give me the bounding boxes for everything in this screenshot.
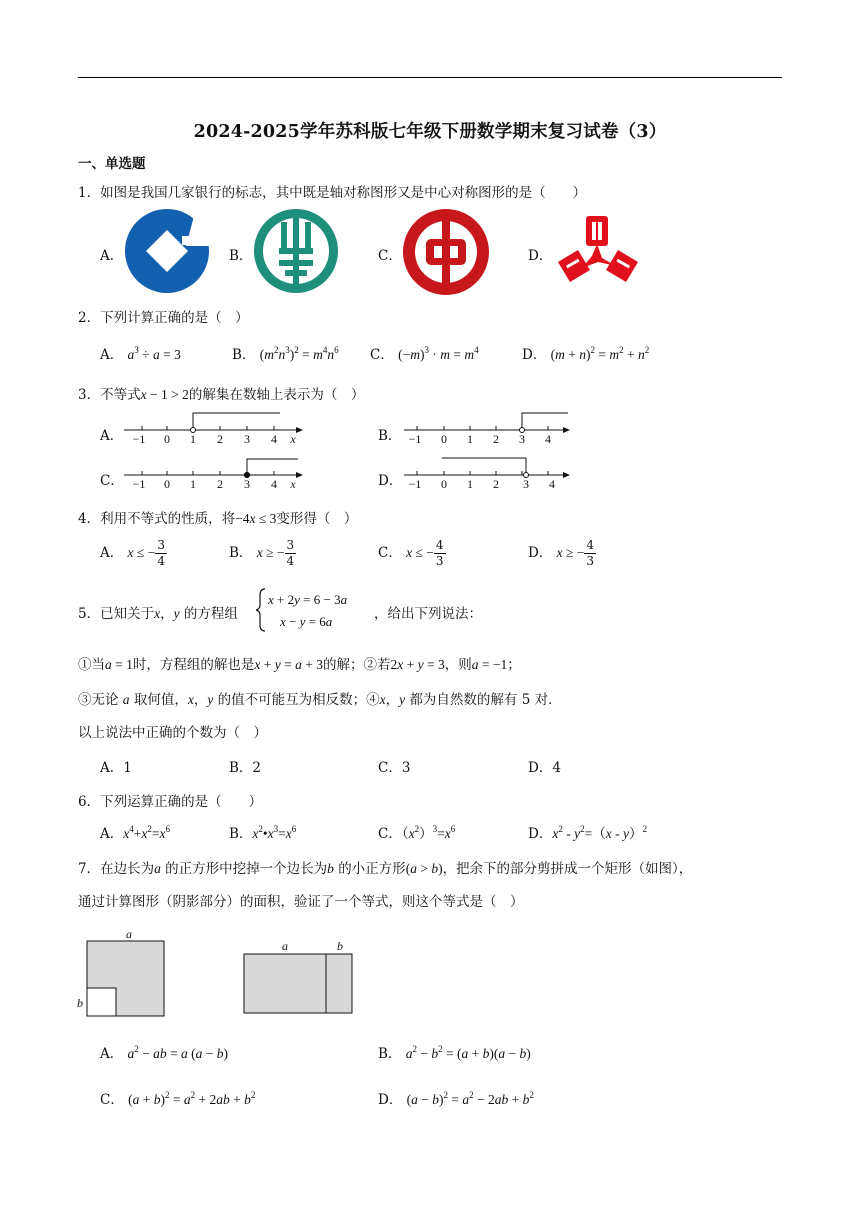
svg-text:4: 4	[271, 432, 277, 446]
question-2-stem: 2．下列计算正确的是（ ）	[78, 310, 249, 326]
boc-bank-logo	[402, 208, 490, 296]
q7-square-figure	[74, 928, 170, 1020]
svg-text:x: x	[290, 432, 296, 446]
q3-number-line-d	[402, 455, 578, 491]
q1-option-a-label: A．	[100, 248, 124, 264]
bankcomm-logo	[556, 214, 640, 286]
q3-option-d-label: D．	[378, 473, 403, 489]
svg-text:4: 4	[271, 477, 277, 491]
svg-text:−1: −1	[132, 477, 146, 491]
svg-text:2: 2	[493, 432, 499, 446]
question-7-stem-line-1: 7．在边长为a 的正方形中挖掉一个边长为b 的小正方形(a > b)，把余下的部分剪拼成一个矩形（如图），	[78, 861, 693, 877]
q4-option-c: C． x ≤ − $\frac{4}{3}$	[378, 538, 444, 568]
q2-option-d: D． $(m + n)^2 = m^2 + n^2$	[522, 345, 650, 363]
q3-option-a-label: A．	[100, 428, 124, 444]
q3-number-line-a	[122, 410, 308, 446]
q5-statements-line-1: ①当a = 1时，方程组的解也是x + y = a + 3的解；②若2x + y = 3，则a = −1；	[78, 657, 521, 673]
q3-option-b-label: B．	[378, 428, 402, 444]
ccb-bank-logo	[124, 206, 212, 294]
q7-option-b: B． $a^2 - b^2 = (a + b)(a - b)$	[378, 1044, 531, 1062]
question-1-stem: 1．如图是我国几家银行的标志，其中既是轴对称图形又是中心对称图形的是（ ）	[78, 185, 587, 201]
svg-text:0: 0	[441, 477, 447, 491]
question-5-stem-end: ，给出下列说法：	[374, 606, 482, 622]
q7-option-d: D． $(a - b)^2 = a^2 - 2ab + b^2$	[378, 1090, 534, 1108]
q7-option-c: C． $(a + b)^2 = a^2 + 2ab + b^2$	[100, 1090, 256, 1108]
section-heading: 一、单选题	[78, 156, 146, 172]
q5-option-a: A．1	[100, 760, 132, 776]
svg-text:3: 3	[523, 477, 529, 491]
svg-text:a: a	[282, 939, 288, 953]
svg-text:x − y = 6a: x − y = 6a	[280, 614, 333, 629]
question-7-stem-line-2: 通过计算图形（阴影部分）的面积，验证了一个等式，则这个等式是（ ）	[78, 894, 524, 910]
q5-option-b: B．2	[229, 760, 262, 776]
svg-text:3: 3	[244, 432, 250, 446]
q5-equation-system	[256, 587, 372, 633]
question-4-stem: 4．利用不等式的性质，将−4x ≤ 3变形得（ ）	[78, 511, 358, 527]
svg-text:a: a	[126, 928, 132, 941]
q7-rectangle-figure	[240, 938, 356, 1016]
svg-text:1: 1	[190, 477, 196, 491]
svg-text:2: 2	[217, 432, 223, 446]
svg-text:−1: −1	[132, 432, 146, 446]
svg-text:x + 2y = 6 − 3a: x + 2y = 6 − 3a	[268, 592, 348, 607]
q5-statements-line-2: ③无论 a 取何值，x，y 的值不可能互为相反数；④x，y 都为自然数的解有 5 对．	[78, 692, 562, 708]
question-5-stem: 5．已知关于x，y 的方程组	[78, 606, 238, 622]
q6-option-d: D．$x^2 - y^2=(x - y)^2$	[528, 824, 647, 842]
q2-option-b: B． $(m^2n^3)^2 = m^4n^6$	[232, 345, 339, 363]
svg-text:b: b	[337, 939, 343, 953]
svg-text:x: x	[290, 477, 296, 491]
q5-option-c: C．3	[378, 760, 411, 776]
q1-option-b-label: B．	[229, 248, 253, 264]
svg-text:4: 4	[545, 432, 551, 446]
q5-option-d: D．4	[528, 760, 561, 776]
svg-text:3: 3	[519, 432, 525, 446]
q2-option-c: C． $(-m)^3 \cdot m = m^4$	[370, 345, 479, 363]
q2-option-a: A． $a^3 \div a = 3$	[100, 345, 181, 363]
q7-option-a: A． $a^2$ − ab = a (a − b)	[100, 1044, 229, 1062]
q4-option-a: A． x ≤ − $\frac{3}{4}$	[100, 538, 165, 568]
page-title: 2024-2025学年苏科版七年级下册数学期末复习试卷（3）	[193, 122, 667, 142]
abc-bank-logo	[253, 208, 339, 294]
svg-text:0: 0	[441, 432, 447, 446]
q6-option-c: C．$(x^2)^3=x^6$	[378, 824, 456, 842]
svg-text:1: 1	[190, 432, 196, 446]
q6-option-a: A．$x^4+x^2=x^6$	[100, 824, 170, 842]
q3-number-line-c	[122, 455, 308, 491]
svg-text:4: 4	[549, 477, 555, 491]
q1-option-d-label: D．	[528, 248, 553, 264]
question-6-stem: 6．下列运算正确的是（ ）	[78, 794, 263, 810]
q4-option-d: D． x ≥ − $\frac{4}{3}$	[528, 538, 595, 568]
svg-text:b: b	[77, 996, 83, 1010]
svg-text:1: 1	[467, 432, 473, 446]
svg-text:0: 0	[164, 432, 170, 446]
svg-text:−1: −1	[408, 477, 422, 491]
svg-text:3: 3	[244, 477, 250, 491]
q5-question-line: 以上说法中正确的个数为（ ）	[78, 725, 267, 741]
question-3-stem: 3．不等式x − 1 > 2的解集在数轴上表示为（ ）	[78, 387, 365, 403]
svg-text:0: 0	[164, 477, 170, 491]
svg-text:2: 2	[493, 477, 499, 491]
q6-option-b: B．$x^2•x^3=x^6$	[229, 824, 297, 842]
q3-option-c-label: C．	[100, 473, 124, 489]
q1-option-c-label: C．	[378, 248, 402, 264]
q3-number-line-b	[402, 410, 578, 446]
svg-text:−1: −1	[408, 432, 422, 446]
svg-text:1: 1	[467, 477, 473, 491]
svg-text:2: 2	[217, 477, 223, 491]
q4-option-b: B． x ≥ − $\frac{3}{4}$	[229, 538, 295, 568]
top-rule	[78, 77, 782, 78]
